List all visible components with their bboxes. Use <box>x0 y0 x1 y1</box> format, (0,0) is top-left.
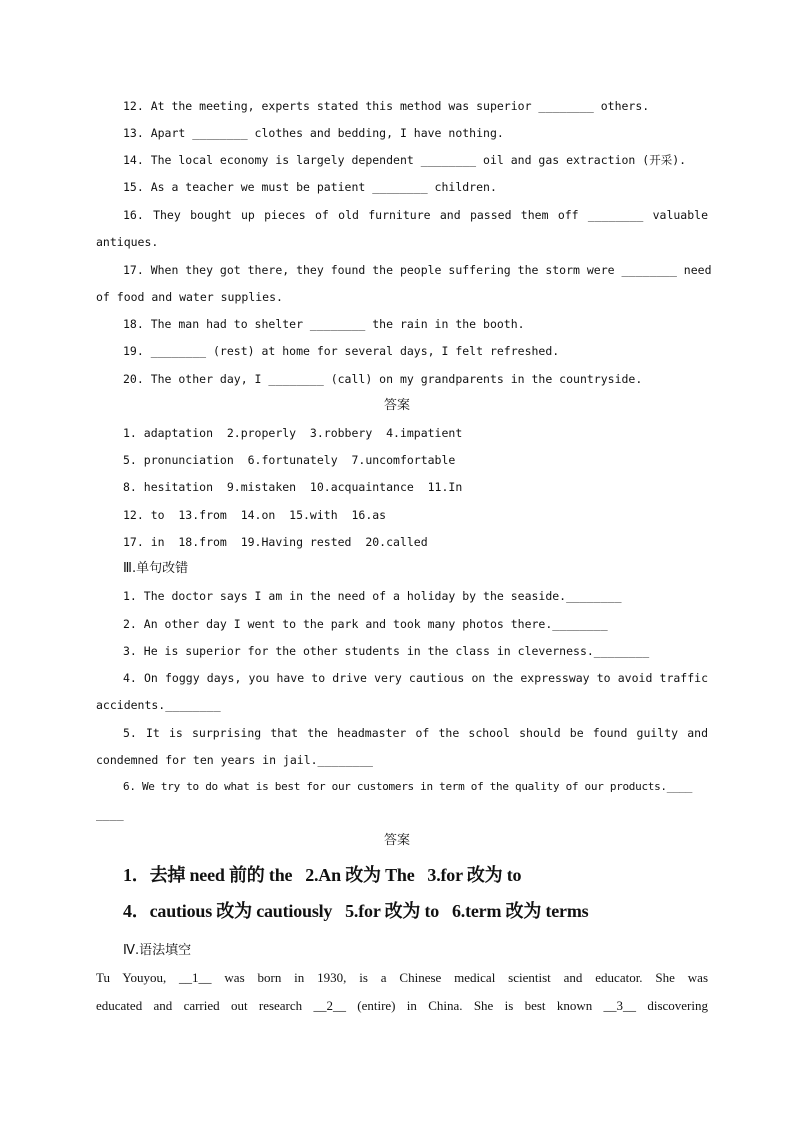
cloze-line-1: Tu Youyou, __1__ was born in 1930, is a Chinese medical scientist and educator. She was <box>96 970 708 985</box>
exercise-item-16: 16. They bought up pieces of old furniture and passed them off ________ valuable <box>123 208 708 222</box>
correction-item-6: 6. We try to do what is best for our customers in term of the quality of our products.____ <box>123 780 693 793</box>
exercise-item-19: 19. ________ (rest) at home for several days, I felt refreshed. <box>123 344 560 358</box>
exercise-item-16-cont: antiques. <box>96 235 159 249</box>
correction-answer-line-2: 4．cautious 改为 cautiously 5.for 改为 to 6.term 改为 terms <box>123 901 589 921</box>
correction-item-5-cont: condemned for ten years in jail.________ <box>96 753 373 767</box>
correction-answer-line-1: 1．去掉 need 前的 the 2.An 改为 The 3.for 改为 to <box>123 865 522 885</box>
answers-heading-2: 答案 <box>383 833 410 848</box>
answers-heading: 答案 <box>383 398 410 413</box>
answer-line: 8. hesitation 9.mistaken 10.acquaintance 11.In <box>123 480 463 494</box>
exercise-item-15: 15. As a teacher we must be patient ________ children. <box>123 180 497 194</box>
answer-line: 17. in 18.from 19.Having rested 20.called <box>123 535 428 549</box>
correction-item-4: 4. On foggy days, you have to drive very cautious on the expressway to avoid traffic <box>123 671 708 685</box>
exercise-item-20: 20. The other day, I ________ (call) on my grandparents in the countryside. <box>123 372 643 386</box>
answer-line: 1. adaptation 2.properly 3.robbery 4.impatient <box>123 426 463 440</box>
cloze-line-2: educated and carried out research __2__ (entire) in China. She is best known __3__ discovering <box>96 998 708 1013</box>
exercise-item-13: 13. Apart ________ clothes and bedding, I have nothing. <box>123 126 504 140</box>
correction-item-2: 2. An other day I went to the park and took many photos there.________ <box>123 617 608 631</box>
correction-item-4-cont: accidents.________ <box>96 698 221 712</box>
exercise-item-14: 14. The local economy is largely dependent ________ oil and gas extraction (开采). <box>123 153 687 167</box>
exercise-item-17-cont: of food and water supplies. <box>96 290 283 304</box>
correction-item-5: 5. It is surprising that the headmaster of the school should be found guilty and <box>123 726 708 740</box>
section-heading-4: Ⅳ.语法填空 <box>123 943 192 958</box>
exercise-item-17: 17. When they got there, they found the people suffering the storm were ________ need <box>123 263 712 277</box>
correction-item-1: 1. The doctor says I am in the need of a holiday by the seaside.________ <box>123 589 622 603</box>
correction-item-6-cont: ____ <box>96 807 124 821</box>
correction-item-3: 3. He is superior for the other students in the class in cleverness.________ <box>123 644 650 658</box>
exercise-item-12: 12. At the meeting, experts stated this method was superior ________ others. <box>123 99 650 113</box>
exercise-item-18: 18. The man had to shelter ________ the rain in the booth. <box>123 317 525 331</box>
answer-line: 12. to 13.from 14.on 15.with 16.as <box>123 508 387 522</box>
answer-line: 5. pronunciation 6.fortunately 7.uncomfortable <box>123 453 456 467</box>
section-heading: Ⅲ.单句改错 <box>123 561 189 576</box>
